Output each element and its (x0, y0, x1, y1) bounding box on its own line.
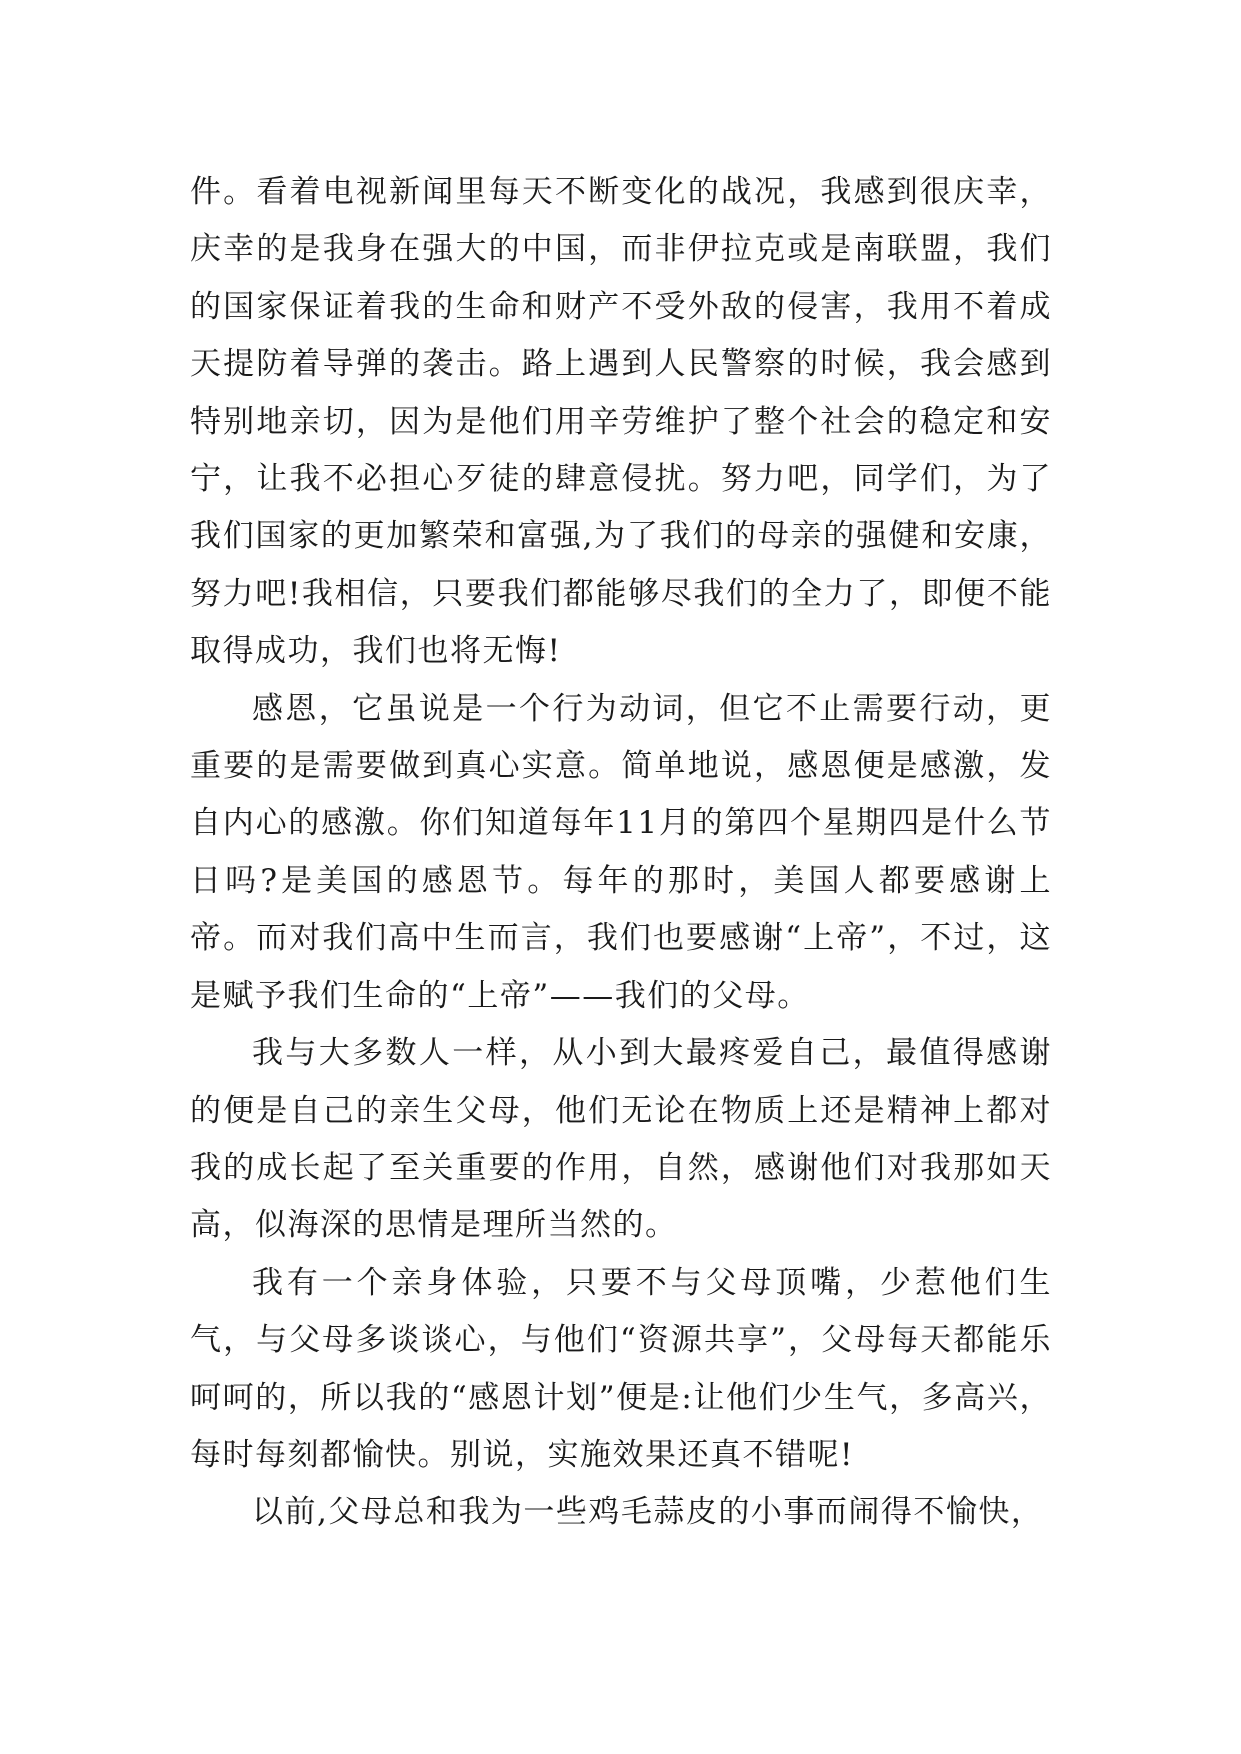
paragraph-4: 我有一个亲身体验，只要不与父母顶嘴，少惹他们生气，与父母多谈谈心，与他们“资源共享”，父母每天都能乐呵呵的，所以我的“感恩计划”便是:让他们少生气，多高兴，每时每刻都愉快。别说，实施效果还真不错呢! (190, 1264, 1052, 1473)
paragraph-2: 感恩，它虽说是一个行为动词，但它不止需要行动，更重要的是需要做到真心实意。简单地说，感恩便是感激，发自内心的感激。你们知道每年11月的第四个星期四是什么节日吗?是美国的感恩节。每年的那时，美国人都要感谢上帝。而对我们高中生而言，我们也要感谢“上帝”，不过，这是赋予我们生命的“上帝”——我们的父母。 (190, 690, 1052, 1014)
paragraph-1: 件。看着电视新闻里每天不断变化的战况，我感到很庆幸，庆幸的是我身在强大的中国，而非伊拉克或是南联盟，我们的国家保证着我的生命和财产不受外敌的侵害，我用不着成天提防着导弹的袭击。路上遇到人民警察的时候，我会感到特别地亲切，因为是他们用辛劳维护了整个社会的稳定和安宁，让我不必担心歹徒的肆意侵扰。努力吧，同学们，为了我们国家的更加繁荣和富强,为了我们的母亲的强健和安康，努力吧!我相信，只要我们都能够尽我们的全力了，即便不能取得成功，我们也将无悔! (190, 174, 1052, 670)
paragraph-3: 我与大多数人一样，从小到大最疼爱自己，最值得感谢的便是自己的亲生父母，他们无论在物质上还是精神上都对我的成长起了至关重要的作用，自然，感谢他们对我那如天高，似海深的思情是理所当然的。 (190, 1035, 1052, 1244)
document-body (190, 164, 1052, 1542)
paragraph-5: 以前,父母总和我为一些鸡毛蒜皮的小事而闹得不愉快， (252, 1494, 1044, 1531)
